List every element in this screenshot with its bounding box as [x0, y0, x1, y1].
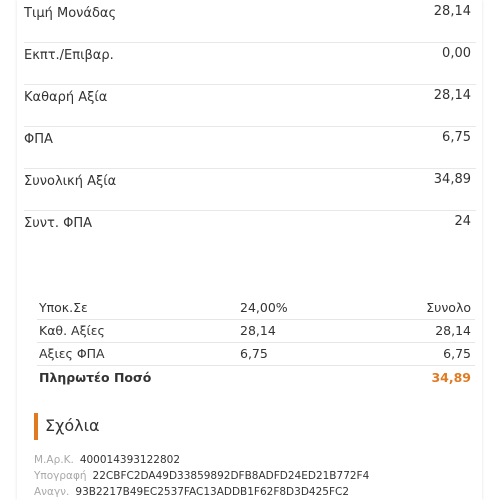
detail-value: 6,75 — [442, 130, 471, 145]
totals-row-total: 6,75 — [443, 346, 471, 361]
id-value: 93B2217B49EC2537FAC13ADDB1F62F8D3D425FC2 — [75, 486, 349, 498]
detail-label: Καθαρή Αξία — [24, 90, 108, 105]
detail-row-net-value — [24, 84, 476, 127]
detail-value: 24 — [454, 214, 471, 229]
totals-row-total: 28,14 — [435, 323, 471, 338]
totals-row-net — [37, 320, 475, 343]
detail-label: Συνολική Αξία — [24, 174, 117, 189]
totals-header-total: Συνολο — [426, 300, 471, 315]
detail-value: 34,89 — [433, 172, 471, 187]
comments-accent-bar — [34, 413, 38, 440]
detail-value: 0,00 — [442, 46, 471, 61]
signature-value: 22CBFC2DA49D33859892DFB8ADFD24ED21B772F4 — [92, 470, 370, 482]
totals-row-payable — [37, 367, 475, 389]
comments-title: Σχόλια — [45, 416, 100, 435]
totals-row-label: Αξιες ΦΠΑ — [39, 346, 105, 361]
detail-row-vat — [24, 126, 476, 169]
detail-row-total-value — [24, 168, 476, 211]
detail-label: ΦΠΑ — [24, 132, 53, 147]
detail-label: Τιμή Μονάδας — [24, 6, 117, 21]
detail-value: 28,14 — [433, 88, 471, 103]
totals-header-row — [37, 297, 475, 320]
totals-row-label: Καθ. Αξίες — [39, 323, 105, 338]
detail-label: Συντ. ΦΠΑ — [24, 216, 92, 231]
totals-row-vat — [37, 343, 475, 366]
mark-label: Μ.Αρ.Κ. — [34, 454, 74, 466]
detail-row-unit-price — [24, 0, 476, 43]
payable-amount: 34,89 — [431, 370, 471, 385]
totals-row-rate: 28,14 — [240, 323, 276, 338]
totals-header-label: Υποκ.Σε — [39, 300, 88, 315]
mark-line — [34, 453, 180, 467]
id-line — [34, 485, 349, 499]
totals-header-rate: 24,00% — [240, 300, 288, 315]
signature-line — [34, 469, 369, 483]
id-label: Αναγν. — [34, 486, 70, 498]
detail-row-vat-rate — [24, 210, 476, 252]
signature-label: Υπογραφή — [34, 470, 87, 482]
detail-label: Εκπτ./Επιβαρ. — [24, 48, 114, 63]
mark-value: 400014393122802 — [79, 454, 181, 466]
detail-row-discount — [24, 42, 476, 85]
detail-value: 28,14 — [433, 4, 471, 19]
totals-row-rate: 6,75 — [240, 346, 268, 361]
payable-label: Πληρωτέο Ποσό — [39, 370, 152, 385]
